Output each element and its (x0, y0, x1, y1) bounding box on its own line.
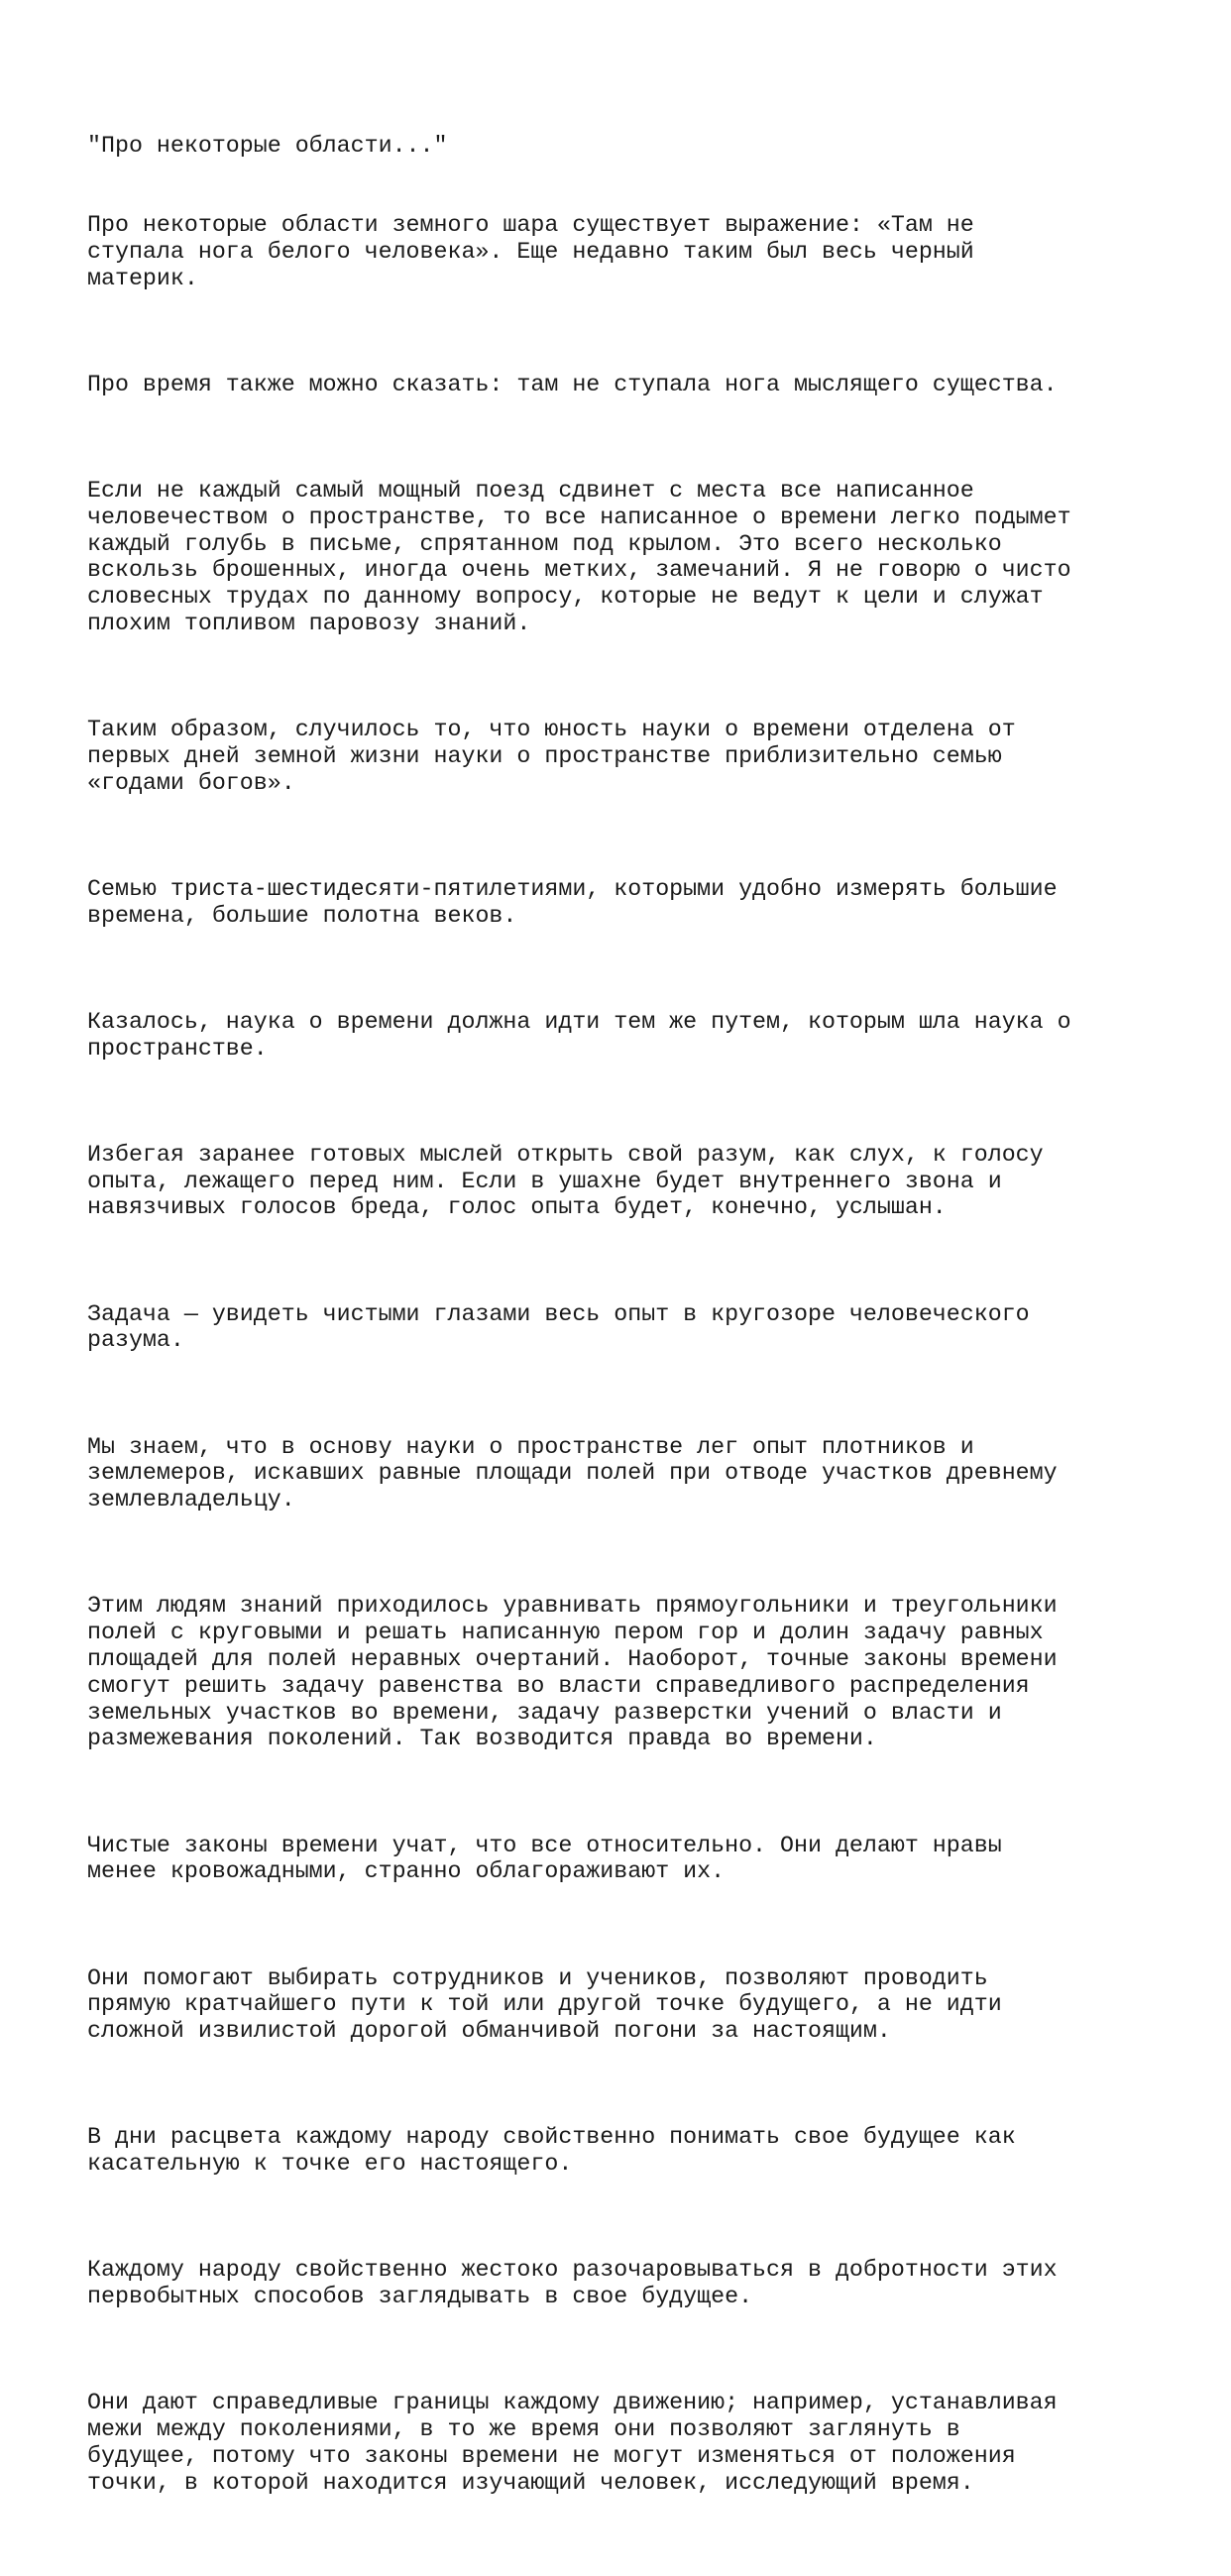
paragraph: Казалось, наука о времени должна идти тем же путем, которым шла наука о пространстве. (87, 1008, 1071, 1062)
document-body (87, 79, 1172, 2576)
paragraph: Про время также можно сказать: там не ступала нога мыслящего существа. (87, 371, 1058, 397)
paragraph: Таким образом, случилось то, что юность науки о времени отделена от первых дней земной жизни науки о пространстве приблизительно семью «годами богов». (87, 717, 1016, 796)
paragraph: Про некоторые области земного шара существует выражение: «Там не ступала нога белого человека». Еще недавно таким был весь черный материк. (87, 211, 974, 291)
paragraph: В дни расцвета каждому народу свойственно понимать свое будущее как касательную к точке его настоящего. (87, 2124, 1016, 2178)
paragraph: Чистые законы времени учат, что все относительно. Они делают нравы менее кровожадными, странно облагораживают их. (87, 1832, 1002, 1885)
paragraph: Мы знаем, что в основу науки о пространстве лег опыт плотников и землемеров, искавших равные площади полей при отводе участков древнему землевладельцу. (87, 1433, 1058, 1513)
paragraph: Они дают справедливые границы каждому движению; например, устанавливая межи между поколениями, в то же время они позволяют заглянуть в будущее, потому что законы времени не могут изменяться от положения точки, в которой находится изучающий человек, исследующий время. (87, 2390, 1058, 2496)
paragraph: Задача — увидеть чистыми глазами весь опыт в кругозоре человеческого разума. (87, 1300, 1030, 1354)
paragraph: Они помогают выбирать сотрудников и учеников, позволяют проводить прямую кратчайшего пути к той или другой точке будущего, а не идти сложной извилистой дорогой обманчивой погони за настоящим. (87, 1964, 1002, 2045)
paragraph: Этим людям знаний приходилось уравнивать прямоугольники и треугольники полей с круговыми и решать написанную пером гор и долин задачу равных площадей для полей неравных очертаний. Наоборот, точные законы времени смогут решить задачу равенства во власти справедливого распределения земельных участков во времени, задачу разверстки учений о власти и размежевания поколений. Так возводится правда во времени. (87, 1593, 1058, 1752)
paragraph: Избегая заранее готовых мыслей открыть свой разум, как слух, к голосу опыта, лежащего перед ним. Если в ушахне будет внутреннего звона и навязчивых голосов бреда, голос опыта будет, конечно, услышан. (87, 1141, 1044, 1221)
paragraph: Семью триста-шестидесяти-пятилетиями, которыми удобно измерять большие времена, большие полотна веков. (87, 875, 1058, 929)
paragraph: Если не каждый самый мощный поезд сдвинет с места все написанное человечеством о пространстве, то все написанное о времени легко подымет каждый голубь в письме, спрятанном под крылом. Это всего несколько вскользь брошенных, иногда очень метких, замечаний. Я не говорю о чисто словесных трудах по данному вопросу, которые не ведут к цели и служат плохим топливом паровозу знаний. (87, 477, 1071, 636)
paragraph: Каждому народу свойственно жестоко разочаровываться в добротности этих первобытных способов заглядывать в свое будущее. (87, 2257, 1058, 2310)
document-title: "Про некоторые области..." (87, 132, 448, 159)
